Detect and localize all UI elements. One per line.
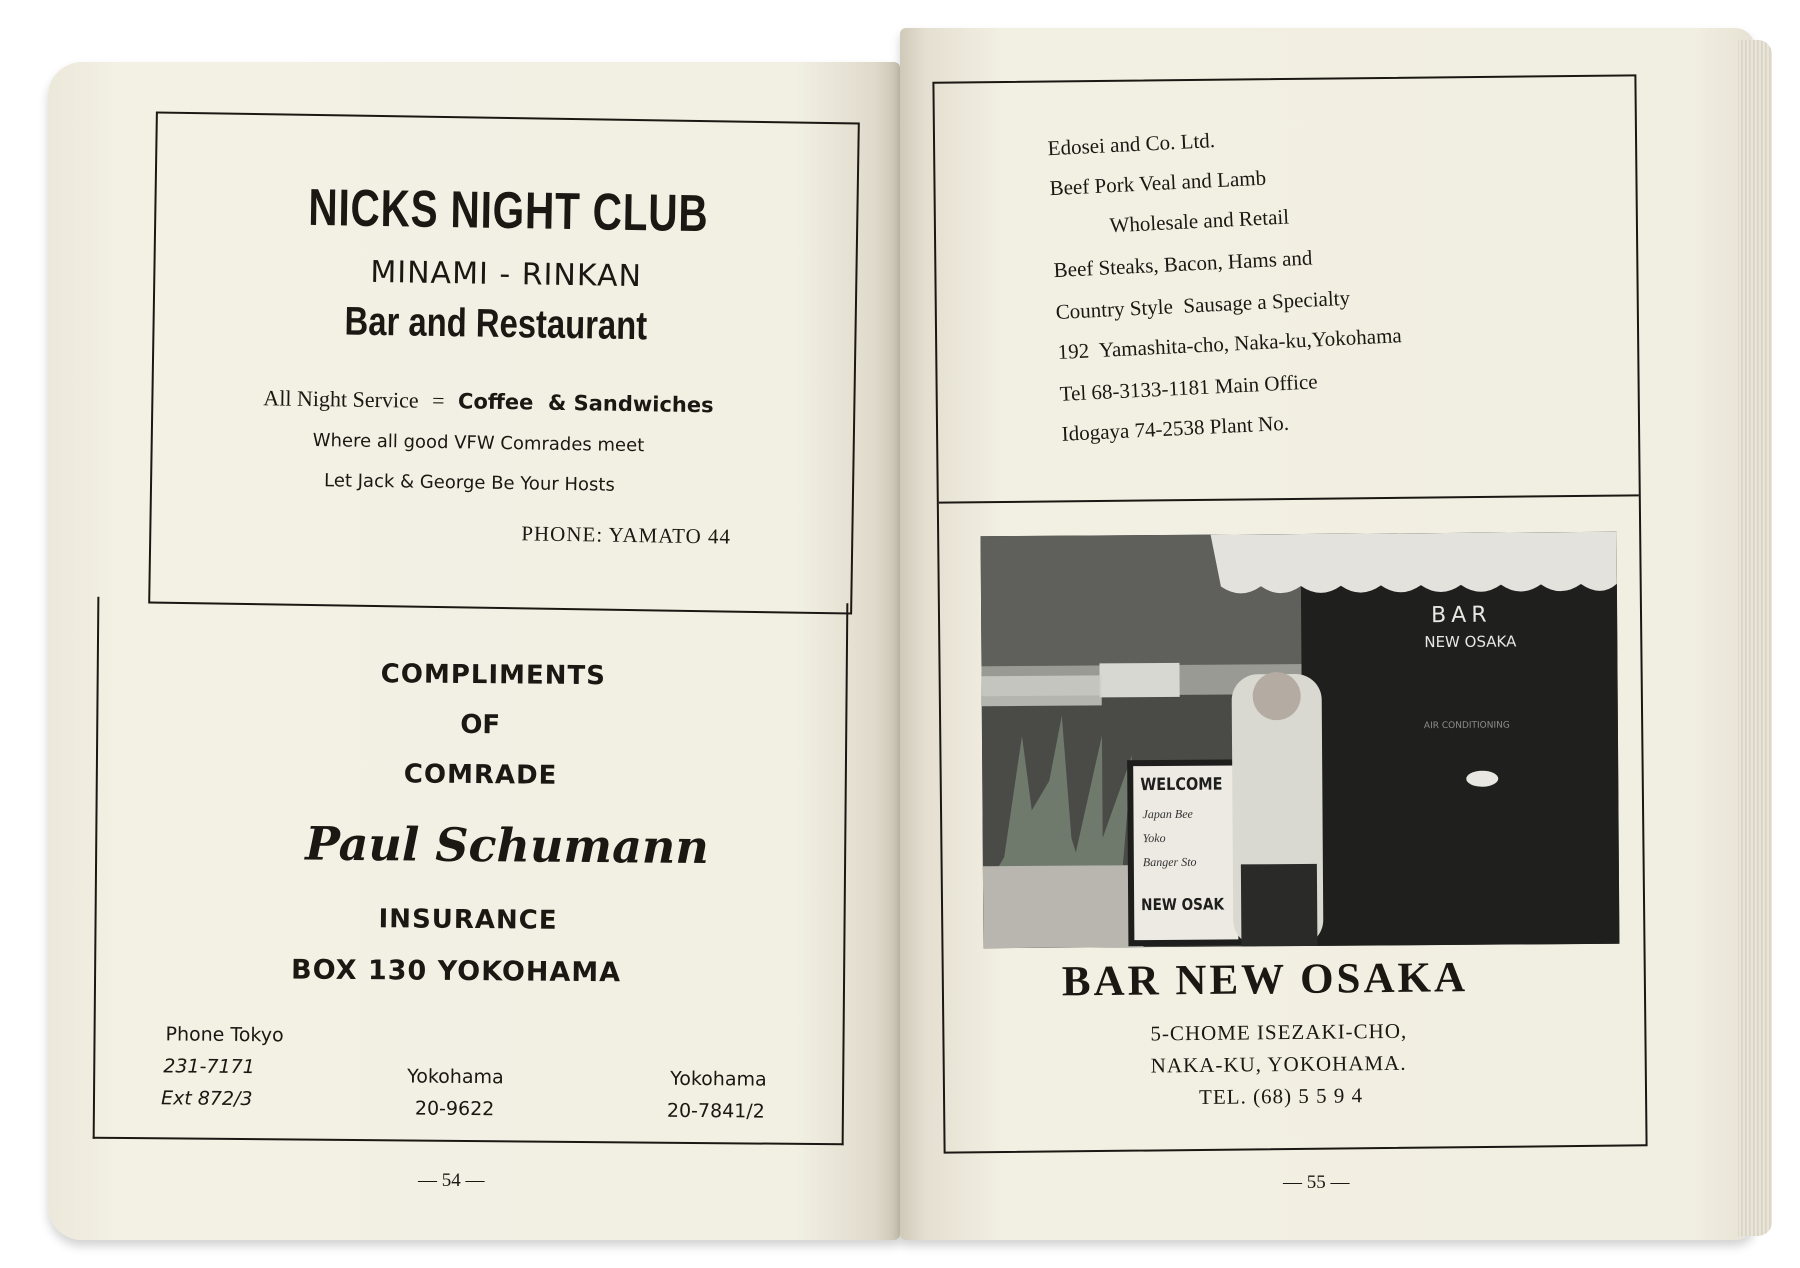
osaka-address-2: NAKA-KU, YOKOHAMA. <box>1150 1050 1407 1078</box>
photo-board-title: WELCOME <box>1140 774 1223 796</box>
nicks-service-text: All Night Service <box>263 385 419 413</box>
photo-board-footer: NEW OSAK <box>1141 894 1225 915</box>
yokohama1-number: 20-9622 <box>414 1097 495 1121</box>
osaka-title: BAR NEW OSAKA <box>1061 954 1469 1006</box>
page-number-55: — 55 — <box>1283 1172 1350 1193</box>
schumann-insurance-ad <box>93 597 849 1146</box>
edosei-line-8: Idogaya 74-2538 Plant No. <box>1061 410 1290 446</box>
bar-new-osaka-photo <box>981 532 1620 948</box>
schumann-box: BOX 130 YOKOHAMA <box>290 954 622 989</box>
nicks-comrades-line: Where all good VFW Comrades meet <box>312 430 645 457</box>
schumann-name: Paul Schumann <box>304 816 710 875</box>
edosei-line-7: Tel 68-3133-1181 Main Office <box>1059 369 1319 406</box>
osaka-tel: TEL. (68) 5 5 9 4 <box>1198 1083 1364 1109</box>
nicks-phone: PHONE: YAMATO 44 <box>521 521 732 549</box>
photo-door-sign-bar: BAR <box>1431 602 1492 629</box>
nicks-service-sign: = <box>431 387 445 414</box>
nicks-subtitle: Bar and Restaurant <box>344 299 648 349</box>
schumann-compliments: COMPLIMENTS <box>380 659 607 692</box>
osaka-address-1: 5-CHOME ISEZAKI-CHO, <box>1150 1018 1408 1046</box>
photo-board-line-2: Yoko <box>1142 830 1166 846</box>
photo-illustration <box>981 532 1620 948</box>
edosei-ad <box>934 49 1654 501</box>
nicks-service-items: Coffee & Sandwiches <box>457 389 714 418</box>
edosei-line-6: 192 Yamashita-cho, Naka-ku,Yokohama <box>1057 323 1403 364</box>
yokohama2-label: Yokohama <box>670 1067 767 1091</box>
phone-tokyo-ext: Ext 872/3 <box>160 1087 253 1111</box>
photo-door-sign-name: NEW OSAKA <box>1424 632 1517 652</box>
phone-tokyo-number: 231-7171 <box>163 1055 255 1079</box>
edosei-line-2: Beef Pork Veal and Lamb <box>1049 165 1267 201</box>
photo-door-small: AIR CONDITIONING <box>1423 720 1510 732</box>
schumann-comrade: COMRADE <box>403 759 558 791</box>
edosei-line-4: Beef Steaks, Bacon, Hams and <box>1053 245 1313 283</box>
nicks-location: MINAMI - RINKAN <box>370 254 643 295</box>
edosei-line-1: Edosei and Co. Ltd. <box>1047 128 1216 161</box>
schumann-of: OF <box>460 709 501 741</box>
nicks-hosts-line: Let Jack & George Be Your Hosts <box>323 470 615 496</box>
edosei-line-5: Country Style Sausage a Specialty <box>1055 285 1351 325</box>
nicks-title: NICKS NIGHT CLUB <box>307 178 709 244</box>
nicks-service-line <box>263 385 714 418</box>
yokohama2-number: 20-7841/2 <box>666 1099 765 1123</box>
nicks-night-club-ad <box>148 112 860 615</box>
schumann-insurance: INSURANCE <box>378 904 558 936</box>
photo-board-line-1: Japan Bee <box>1142 806 1193 822</box>
page-number-54: — 54 — <box>418 1170 485 1191</box>
edosei-line-3: Wholesale and Retail <box>1108 204 1290 238</box>
phone-tokyo-label: Phone Tokyo <box>165 1023 284 1047</box>
page-edges <box>1738 40 1772 1236</box>
photo-board-line-3: Banger Sto <box>1142 854 1197 870</box>
yokohama1-label: Yokohama <box>407 1065 504 1089</box>
